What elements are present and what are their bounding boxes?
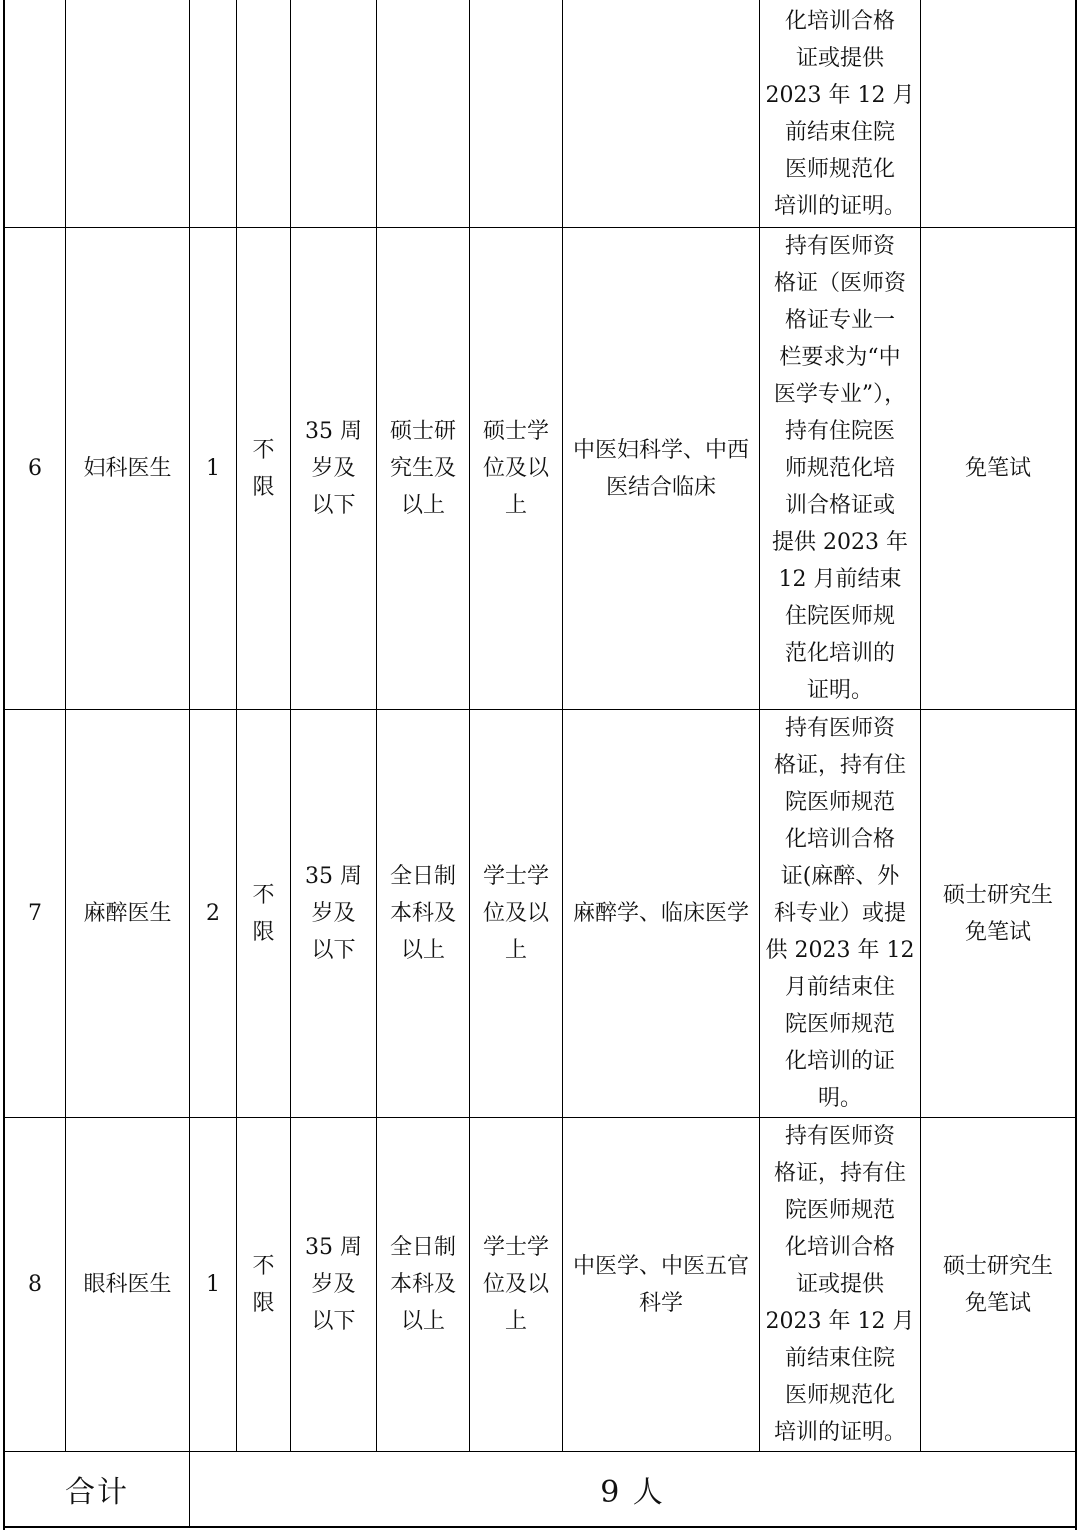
seq-cell	[5, 228, 65, 709]
note-text: 硕士研究生 免笔试	[942, 882, 1053, 945]
education-text: 硕士研 究生及 以上	[389, 419, 456, 518]
major-cell	[563, 710, 759, 1117]
note-cell	[921, 710, 1075, 1117]
age-cell	[291, 228, 376, 709]
education-cell	[377, 710, 469, 1117]
total-value-cell	[190, 1452, 1075, 1526]
seq-cell	[5, 1118, 65, 1451]
major-text: 麻醉学、临床医学	[572, 901, 749, 926]
position-cell	[66, 1118, 189, 1451]
degree-cell	[470, 228, 562, 709]
requirement-cell	[760, 228, 920, 709]
count-cell	[190, 710, 236, 1117]
degree-text: 学士学 位及以 上	[482, 1235, 549, 1334]
major-cell	[563, 1118, 759, 1451]
count-cell	[190, 1118, 236, 1451]
degree-text: 学士学 位及以 上	[482, 864, 549, 963]
degree-cell	[470, 1118, 562, 1451]
note-cell	[921, 228, 1075, 709]
gender-cell	[237, 710, 290, 1117]
age-cell	[291, 1118, 376, 1451]
requirement-cell	[760, 1118, 920, 1451]
age-text: 35 周 岁及 以下	[305, 864, 362, 963]
age-cell	[291, 710, 376, 1117]
age-text: 35 周 岁及 以下	[305, 1235, 362, 1334]
table-border-bottom	[3, 1526, 1077, 1528]
seq-text: 7	[28, 901, 42, 926]
education-text: 全日制 本科及 以上	[389, 1235, 456, 1334]
count-text: 1	[206, 1272, 220, 1297]
count-text: 1	[206, 456, 220, 481]
age-text: 35 周 岁及 以下	[305, 419, 362, 518]
requirement-text: 持有医师资 格证，持有住 院医师规范 化培训合格 证或提供 2023 年 12 月 前结束住院 医师规范化 培训的证明。	[765, 1124, 915, 1445]
seq-text: 6	[28, 456, 42, 481]
gender-text: 不 限	[252, 437, 275, 500]
gender-text: 不 限	[252, 1253, 275, 1316]
gender-text: 不 限	[252, 882, 275, 945]
education-cell	[377, 228, 469, 709]
requirement-cell	[760, 710, 920, 1117]
total-label-cell	[5, 1452, 189, 1526]
requirement-cell	[760, 0, 920, 227]
position-cell	[66, 228, 189, 709]
major-text: 中医学、中医五官 科学	[572, 1253, 749, 1316]
degree-text: 硕士学 位及以 上	[482, 419, 549, 518]
position-text: 麻醉医生	[83, 901, 172, 926]
requirement-text: 持有医师资 格证（医师资 格证专业一 栏要求为“中 医学专业”）， 持有住院医 师规范化培 训合格证或 提供 2023 年 12 月前结束 住院医师规 范化培训的 证明。	[772, 234, 908, 703]
education-text: 全日制 本科及 以上	[389, 864, 456, 963]
note-text: 硕士研究生 免笔试	[942, 1253, 1053, 1316]
gender-cell	[237, 228, 290, 709]
requirement-text: 持有医师资 格证，持有住 院医师规范 化培训合格 证(麻醉、外 科专业）或提 供 2023 年 12 月前结束住 院医师规范 化培训的证 明。	[765, 716, 915, 1111]
total-label: 合计	[65, 1475, 129, 1510]
major-text: 中医妇科学、中西 医结合临床	[572, 437, 749, 500]
requirement-text: 化培训合格 证或提供 2023 年 12 月 前结束住院 医师规范化 培训的证明。	[765, 8, 915, 219]
note-text: 免笔试	[964, 456, 1031, 481]
note-cell	[921, 1118, 1075, 1451]
seq-text: 8	[28, 1272, 42, 1297]
seq-cell	[5, 710, 65, 1117]
position-text: 眼科医生	[83, 1272, 172, 1297]
major-cell	[563, 228, 759, 709]
table-border-right	[1075, 0, 1077, 1530]
position-text: 妇科医生	[83, 456, 172, 481]
education-cell	[377, 1118, 469, 1451]
position-cell	[66, 710, 189, 1117]
count-text: 2	[206, 901, 220, 926]
degree-cell	[470, 710, 562, 1117]
gender-cell	[237, 1118, 290, 1451]
count-cell	[190, 228, 236, 709]
total-value: 9 人	[600, 1475, 665, 1510]
